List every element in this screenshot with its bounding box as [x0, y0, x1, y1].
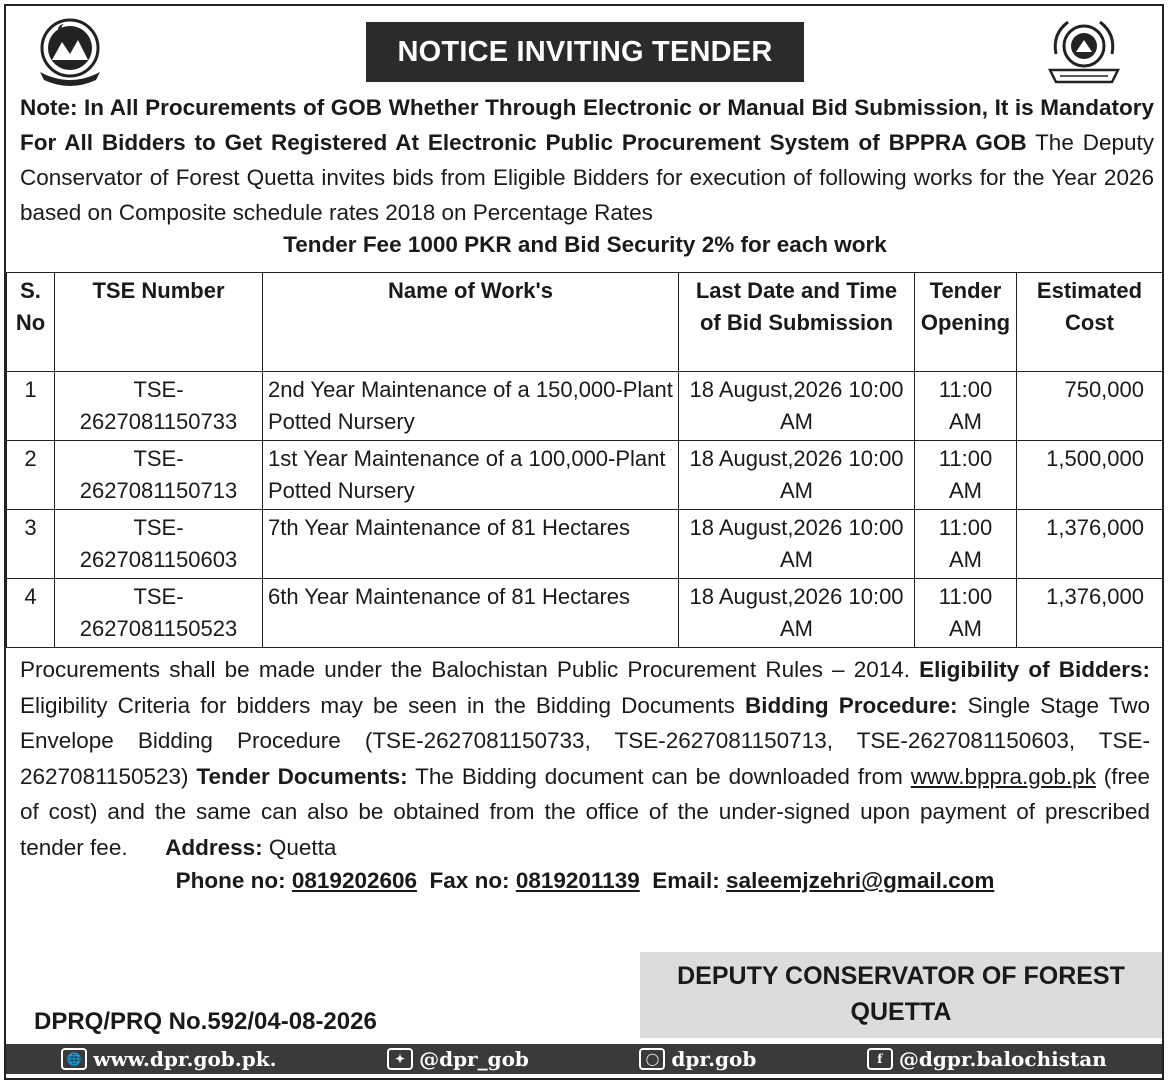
website-text: www.dpr.gob.pk.	[93, 1047, 277, 1071]
table-row	[7, 510, 1163, 579]
instagram-icon: ◯	[639, 1048, 665, 1070]
twitter-icon: ✦	[387, 1048, 413, 1070]
documents-label: Tender Documents:	[196, 763, 408, 789]
header-tse-number: TSE Number	[55, 273, 263, 372]
row-tender-opening: 11:00 AM	[915, 579, 1017, 648]
works-table	[6, 272, 1163, 648]
facebook-handle: @dgpr.balochistan	[898, 1047, 1107, 1071]
procedure-text: Single Stage Two Envelope Bidding Procedure (TSE-2627081150733, TSE-2627081150713, TSE-2627081150603, TSE-2627081150523)	[20, 692, 1150, 789]
documents-text: The Bidding document can be downloaded from	[407, 763, 911, 789]
row-last-date: 18 August,2026 10:00 AM	[679, 441, 915, 510]
table-row	[7, 441, 1163, 510]
eligibility-label: Eligibility of Bidders:	[919, 657, 1151, 682]
row-tender-opening: 11:00 AM	[915, 372, 1017, 441]
instagram-handle: dpr.gob	[671, 1047, 757, 1071]
row-work-name: 6th Year Maintenance of 81 Hectares	[263, 579, 679, 648]
government-seal-logo	[1044, 14, 1124, 88]
row-last-date: 18 August,2026 10:00 AM	[679, 579, 915, 648]
row-estimated-cost: 1,376,000	[1017, 510, 1163, 579]
footer-bar	[6, 1044, 1162, 1074]
header-tender-opening: Tender Opening	[915, 273, 1017, 372]
row-tse-number: TSE-2627081150733	[55, 372, 263, 441]
footer-website[interactable]	[61, 1047, 276, 1071]
table-row	[7, 372, 1163, 441]
contact-line	[0, 868, 1170, 894]
row-tender-opening: 11:00 AM	[915, 510, 1017, 579]
balochistan-emblem-logo	[30, 14, 110, 88]
email-link[interactable]: saleemjzehri@gmail.com	[726, 868, 995, 893]
fax-label: Fax no:	[429, 868, 510, 893]
eligibility-text: Eligibility Criteria for bidders may be seen in the Bidding Documents	[20, 692, 745, 718]
row-work-name: 2nd Year Maintenance of a 150,000-Plant Potted Nursery	[263, 372, 679, 441]
row-sno: 2	[7, 441, 55, 510]
procurement-rules-text: Procurements shall be made under the Balochistan Public Procurement Rules – 2014.	[20, 657, 920, 682]
header-work-name: Name of Work's	[263, 273, 679, 372]
notice-title: NOTICE INVITING TENDER	[366, 22, 804, 82]
phone-number[interactable]: 0819202606	[291, 868, 418, 893]
signatory-title: DEPUTY CONSERVATOR OF FOREST	[677, 962, 1125, 990]
row-tse-number: TSE-2627081150603	[55, 510, 263, 579]
email-label: Email:	[652, 868, 720, 893]
fax-number: 0819201139	[515, 868, 640, 893]
row-work-name: 1st Year Maintenance of a 100,000-Plant Potted Nursery	[263, 441, 679, 510]
row-sno: 1	[7, 372, 55, 441]
footer-instagram[interactable]	[639, 1047, 756, 1071]
row-sno: 3	[7, 510, 55, 579]
row-tender-opening: 11:00 AM	[915, 441, 1017, 510]
note-invitation-text: The Deputy Conservator of Forest Quetta invites bids from Eligible Bidders for execution of following works for the Year 2026 based on Composite schedule rates 2018 on Percentage Rates	[20, 130, 1154, 225]
address-value: Quetta	[268, 834, 337, 860]
table-header-row	[7, 273, 1163, 372]
documents-text-cont: (free of cost) and the same can also be obtained from the office of the under-signed upon payment of prescribed tender fee.	[20, 763, 1151, 860]
tender-fee-line: Tender Fee 1000 PKR and Bid Security 2% for each work	[283, 232, 887, 257]
row-work-name: 7th Year Maintenance of 81 Hectares	[263, 510, 679, 579]
note-bold-text: Note: In All Procurements of GOB Whether Through Electronic or Manual Bid Submission, It is Mandatory For All Bidders to Get Registered At Electronic Public Procurement System of BPPRA GOB	[20, 95, 1154, 155]
row-tse-number: TSE-2627081150713	[55, 441, 263, 510]
bppra-website-link[interactable]: www.bppra.gob.pk	[910, 763, 1096, 789]
phone-label: Phone no:	[175, 868, 286, 893]
header-last-date: Last Date and Time of Bid Submission	[679, 273, 915, 372]
twitter-handle: @dpr_gob	[419, 1047, 529, 1071]
row-last-date: 18 August,2026 10:00 AM	[679, 372, 915, 441]
header-estimated-cost: Estimated Cost	[1017, 273, 1163, 372]
row-estimated-cost: 1,376,000	[1017, 579, 1163, 648]
procedure-label: Bidding Procedure:	[744, 692, 958, 718]
header-sno: S. No	[7, 273, 55, 372]
signatory-location: QUETTA	[850, 998, 952, 1026]
row-sno: 4	[7, 579, 55, 648]
row-tse-number: TSE-2627081150523	[55, 579, 263, 648]
procurement-details	[20, 652, 1150, 865]
facebook-icon: f	[867, 1048, 893, 1070]
row-last-date: 18 August,2026 10:00 AM	[679, 510, 915, 579]
row-estimated-cost: 750,000	[1017, 372, 1163, 441]
footer-twitter[interactable]	[387, 1047, 529, 1071]
reference-number: DPRQ/PRQ No.592/04-08-2026	[34, 1008, 377, 1035]
registration-note	[20, 90, 1154, 230]
table-row	[7, 579, 1163, 648]
globe-icon: 🌐	[61, 1048, 87, 1070]
footer-facebook[interactable]	[867, 1047, 1107, 1071]
address-label: Address:	[165, 834, 263, 860]
signatory-box	[640, 952, 1162, 1038]
row-estimated-cost: 1,500,000	[1017, 441, 1163, 510]
